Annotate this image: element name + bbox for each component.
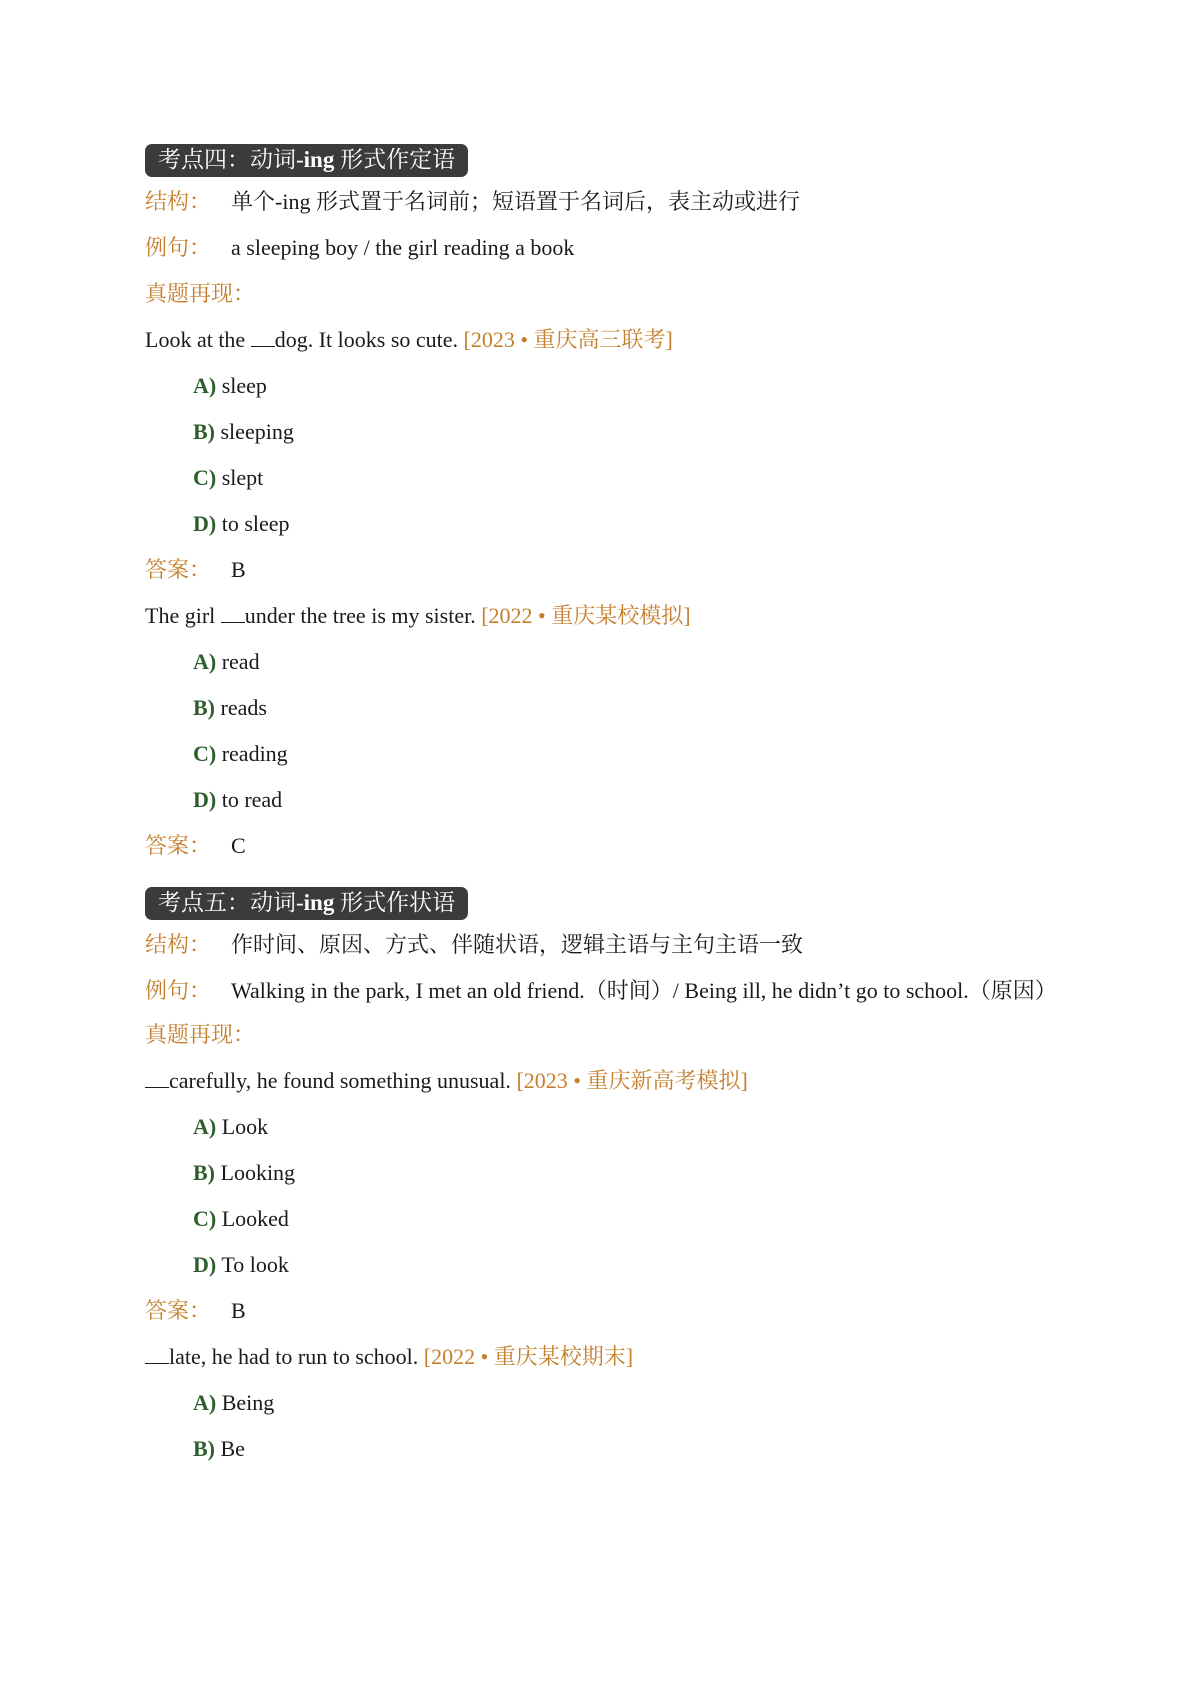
option-c[interactable]: C) reading	[193, 741, 288, 766]
option-a[interactable]: A) sleep	[193, 373, 267, 398]
structure-text: 单个-ing 形式置于名词前；短语置于名词后，表主动或进行	[231, 189, 800, 214]
option-a[interactable]: A) Being	[193, 1390, 275, 1415]
example-text: Walking in the park, I met an old friend.（时间）/ Being ill, he didn’t go to school.（原因）	[231, 978, 1057, 1003]
option-a[interactable]: A) read	[193, 649, 260, 674]
example-line	[145, 977, 1065, 1005]
answer-line	[145, 1297, 1065, 1325]
answer-blank	[145, 1069, 169, 1088]
option-a[interactable]: A) Look	[193, 1114, 269, 1139]
question-source: [2023 • 重庆新高考模拟]	[516, 1068, 748, 1093]
option-d[interactable]: D) to sleep	[193, 511, 290, 536]
example-text: a sleeping boy / the girl reading a book	[231, 235, 575, 260]
question-stem: The girl under the tree is my sister. [2022 • 重庆某校模拟]	[145, 603, 691, 628]
answer-blank	[221, 604, 245, 623]
structure-label: 结构：	[145, 932, 212, 957]
example-line	[145, 234, 1065, 262]
answer-value: B	[231, 1298, 246, 1323]
question-stem: carefully, he found something unusual. [2023 • 重庆新高考模拟]	[145, 1067, 1065, 1095]
answer-label: 答案：	[145, 557, 212, 582]
answer-line	[145, 832, 1065, 860]
structure-line	[145, 188, 1065, 216]
structure-line	[145, 931, 1065, 959]
section-title: 考点五：动词-ing 形式作状语	[145, 887, 468, 920]
answer-value: B	[231, 557, 246, 582]
exam-heading	[145, 1021, 1065, 1049]
option-b[interactable]: B) sleeping	[193, 419, 294, 444]
structure-label: 结构：	[145, 189, 212, 214]
question-stem: late, he had to run to school. [2022 • 重庆某校期末]	[145, 1343, 1065, 1371]
document-page	[145, 144, 1065, 1481]
exam-label: 真题再现：	[145, 281, 256, 306]
section-title: 考点四：动词-ing 形式作定语	[145, 144, 468, 177]
answer-blank	[145, 1345, 169, 1364]
answer-label: 答案：	[145, 1298, 212, 1323]
exam-heading	[145, 280, 1065, 308]
option-c[interactable]: C) slept	[193, 465, 264, 490]
section-attributive	[145, 144, 1065, 860]
option-b[interactable]: B) reads	[193, 695, 267, 720]
option-b[interactable]: B) Be	[193, 1436, 245, 1461]
answer-line	[145, 556, 1065, 584]
example-label: 例句：	[145, 235, 212, 260]
structure-text: 作时间、原因、方式、伴随状语，逻辑主语与主句主语一致	[231, 932, 804, 957]
option-c[interactable]: C) Looked	[193, 1206, 289, 1231]
question-source: [2022 • 重庆某校模拟]	[481, 603, 691, 628]
question-source: [2022 • 重庆某校期末]	[423, 1344, 634, 1369]
option-d[interactable]: D) to read	[193, 787, 283, 812]
exam-label: 真题再现：	[145, 1022, 256, 1047]
answer-value: C	[231, 833, 246, 858]
example-label: 例句：	[145, 978, 212, 1003]
answer-blank	[251, 328, 275, 347]
answer-label: 答案：	[145, 833, 212, 858]
option-b[interactable]: B) Looking	[193, 1160, 296, 1185]
question-source: [2023 • 重庆高三联考]	[463, 327, 673, 352]
option-d[interactable]: D) To look	[193, 1252, 289, 1277]
question-stem: Look at the dog. It looks so cute. [2023 • 重庆高三联考]	[145, 327, 673, 352]
section-adverbial	[145, 887, 1065, 1463]
